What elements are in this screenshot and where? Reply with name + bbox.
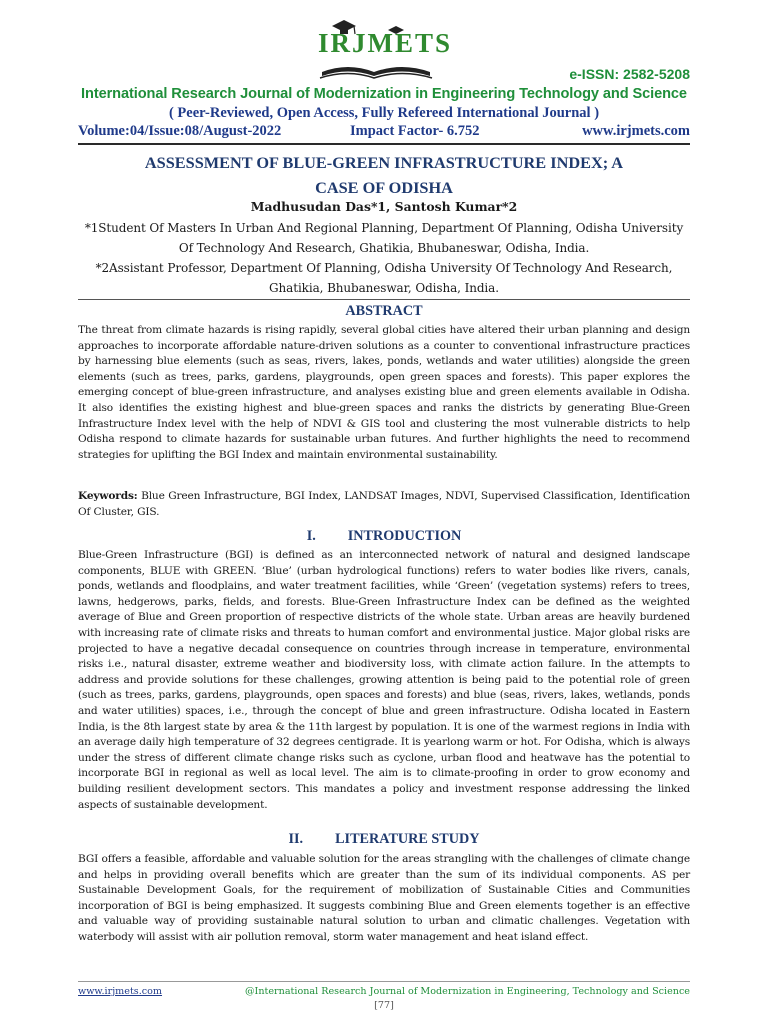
impact-factor: Impact Factor- 6.752: [350, 123, 480, 139]
keywords-label: Keywords:: [78, 490, 138, 502]
authors: Madhusudan Das*1, Santosh Kumar*2: [250, 199, 518, 214]
section-literature-heading: [0, 831, 768, 848]
section-number: I.: [306, 528, 316, 544]
header-divider: [78, 143, 690, 145]
literature-text: BGI offers a feasible, affordable and valuable solution for the areas strangling with the challenges of climate change and helps in providing overall benefits which are greater than the sum of its individual components. AS per Sustainable Development Goals, for the requirement of mobilization of Sustainable Cities and Communities incorporation of BGI is being emphasized. It suggests combining Blue and Green elements together is an effective and valuable way of providing sustainable natural solution to urban and climatic challenges. Vegetation with waterbody will assist with air pollution removal, storm water management and heat island effect.: [78, 853, 690, 943]
logo-text: IRJMETS: [318, 28, 453, 58]
affiliation-2: *2Assistant Professor, Department Of Planning, Odisha University Of Technology And Research, Ghatikia, Bhubaneswar, Odisha, India.: [95, 261, 673, 295]
section-title: INTRODUCTION: [347, 528, 462, 544]
footer-website-link[interactable]: www.irjmets.com: [78, 986, 163, 997]
peer-review-note: ( Peer-Reviewed, Open Access, Fully Refereed International Journal ): [168, 105, 600, 121]
keywords-list: Blue Green Infrastructure, BGI Index, LANDSAT Images, NDVI, Supervised Classification, Identification Of Cluster, GIS.: [78, 490, 691, 518]
footer-divider: [78, 981, 690, 982]
footer-copyright: @International Research Journal of Modernization in Engineering, Technology and Science: [244, 986, 690, 997]
abstract-heading: ABSTRACT: [345, 303, 423, 319]
title-line-2: CASE OF ODISHA: [315, 178, 453, 197]
title-line-1: ASSESSMENT OF BLUE-GREEN INFRASTRUCTURE INDEX; A: [144, 153, 624, 172]
volume-issue: Volume:04/Issue:08/August-2022: [78, 123, 282, 139]
eissn: e-ISSN: 2582-5208: [569, 66, 690, 82]
abstract-text: The threat from climate hazards is rising rapidly, several global cities have altered their urban planning and design approaches to incorporate affordable nature-driven solutions as a counter to conventional infrastructure practices by harnessing blue elements (such as seas, rivers, lakes, ponds, wetlands and water utilities) alongside the green elements (such as trees, parks, gardens, playgrounds, open green spaces and forests). This paper explores the emerging concept of blue-green infrastructure, and analyses existing blue and green elements available in Odisha. It also identifies the existing highest and blue-green spaces and ranks the districts by generating Blue-Green Infrastructure Index level with the help of NDVI & GIS tool and clustering the most vulnerable districts to help Odisha respond to climate hazards for sustainable urban futures. And further highlights the need to recommend strategies for uplifting the BGI Index and maintain environmental sustainability.: [78, 324, 690, 461]
introduction-text: Blue-Green Infrastructure (BGI) is defined as an interconnected network of natural and designed landscape components, BLUE with GREEN. ‘Blue’ (urban hydrological functions) refers to water bodies like rivers, canals, ponds, wetlands and floodplains, and water treatment facilities, while ‘Green’ (vegetation systems) refers to trees, lawns, hedgerows, parks, fields, and forests. Blue-Green Infrastructure Index can be defined as the weighted average of Blue and Green proportion of respective districts of the whole state. Urban areas are heavily burdened with increasing rate of climate risks and threats to human comfort and environmental justice. Major global risks are projected to have a negative decadal consequence on countries through increase in temperature, environmental risks i.e., natural disaster, extreme weather and biodiversity loss, with climate action failure. In the attempts to address and provide solutions for these challenges, growing attention is being paid to the potential role of green (such as trees, parks, gardens, playgrounds, open spaces and forests) and blue (seas, rivers, lakes, wetlands, ponds and water utilities) spaces, i.e., through the concept of blue and green infrastructure. Odisha located in Eastern India, is the 8th largest state by area & the 11th largest by population. It is one of the warmest regions in India with an average daily high temperature of 32 degrees centigrade. It is yearlong warm or hot. For Odisha, which is always under the stress of different climate change risks such as cyclone, urban flood and heatwave has the potential to incorporate BGI in regional as well as local level. The aim is to climate-proofing in order to grow economy and building resilient development sectors. This mandates a policy and investment response addressing the linked aspects of sustainable development.: [78, 549, 690, 811]
page-number: [77]: [374, 1000, 394, 1011]
section-title: LITERATURE STUDY: [335, 831, 480, 847]
keywords: [78, 489, 690, 520]
affiliation-1: *1Student Of Masters In Urban And Regional Planning, Department Of Planning, Odisha University Of Technology And Research, Ghatikia, Bhubaneswar, Odisha, India.: [84, 221, 684, 255]
journal-logo: [318, 12, 452, 82]
paper-title: [78, 150, 690, 200]
section-introduction-heading: [0, 528, 768, 545]
journal-name: International Research Journal of Modernization in Engineering Technology and Science: [81, 86, 687, 102]
journal-website[interactable]: www.irjmets.com: [582, 123, 690, 139]
section-number: II.: [288, 831, 304, 847]
affiliation-divider: [78, 299, 690, 300]
